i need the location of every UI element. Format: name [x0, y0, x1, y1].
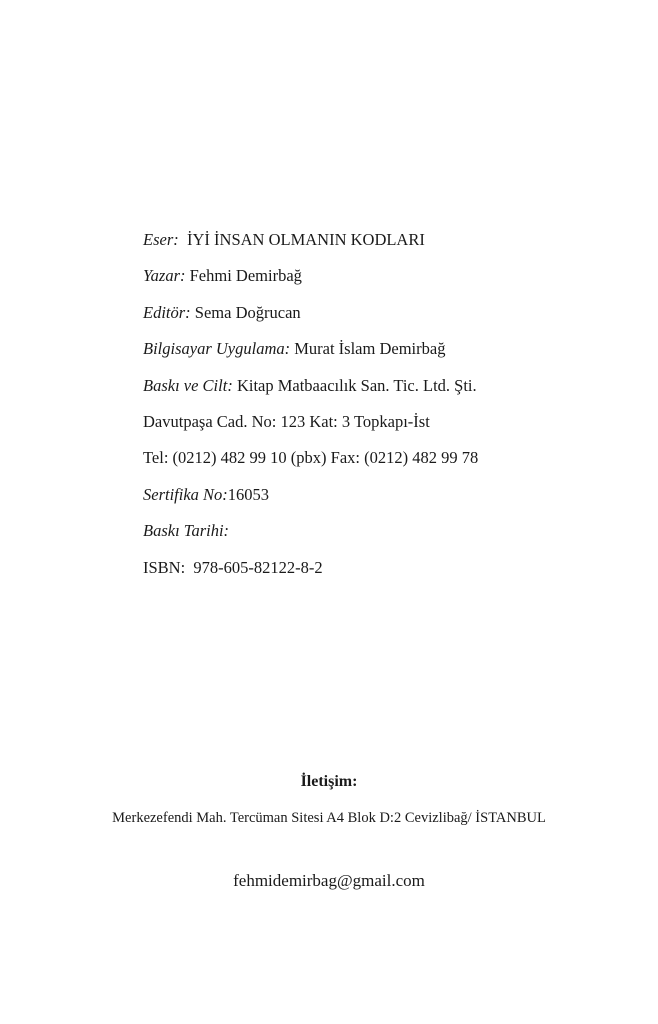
baski-tarihi-row	[143, 517, 623, 553]
adres-row	[143, 408, 623, 444]
editor-label: Editör:	[143, 302, 191, 322]
eser-label: Eser:	[143, 230, 179, 249]
yazar-value: Fehmi Demirbağ	[189, 266, 302, 286]
yazar-row	[143, 262, 623, 298]
sertifika-value: 16053	[227, 484, 270, 504]
isbn-text: ISBN: 978-605-82122-8-2	[143, 557, 323, 577]
contact-block	[0, 770, 658, 893]
sertifika-row	[143, 481, 623, 517]
telefon-text: Tel: (0212) 482 99 10 (pbx) Fax: (0212) 482 99 78	[143, 448, 479, 468]
bilgisayar-value: Murat İslam Demirbağ	[294, 339, 446, 359]
eser-value: İYİ İNSAN OLMANIN KODLARI	[187, 230, 425, 249]
baski-row	[143, 372, 623, 408]
baski-label: Baskı ve Cilt:	[143, 375, 233, 395]
sertifika-label: Sertifika No:	[143, 484, 228, 504]
editor-value: Sema Doğrucan	[194, 302, 301, 322]
colophon-block	[143, 226, 623, 590]
contact-email[interactable]: fehmidemirbag@gmail.com	[233, 871, 425, 890]
bilgisayar-label: Bilgisayar Uygulama:	[143, 339, 291, 359]
baski-value: Kitap Matbaacılık San. Tic. Ltd. Şti.	[236, 375, 477, 395]
bilgisayar-row	[143, 335, 623, 371]
adres-text: Davutpaşa Cad. No: 123 Kat: 3 Topkapı-İst	[143, 411, 430, 431]
isbn-row	[143, 554, 623, 590]
contact-address: Merkezefendi Mah. Tercüman Sitesi A4 Blok D:2 Cevizlibağ/ İSTANBUL	[112, 810, 546, 826]
yazar-label: Yazar:	[143, 266, 186, 286]
telefon-row	[143, 444, 623, 480]
contact-heading: İletişim:	[300, 773, 358, 790]
baski-tarihi-label: Baskı Tarihi:	[143, 521, 230, 541]
eser-row	[143, 226, 623, 262]
editor-row	[143, 299, 623, 335]
